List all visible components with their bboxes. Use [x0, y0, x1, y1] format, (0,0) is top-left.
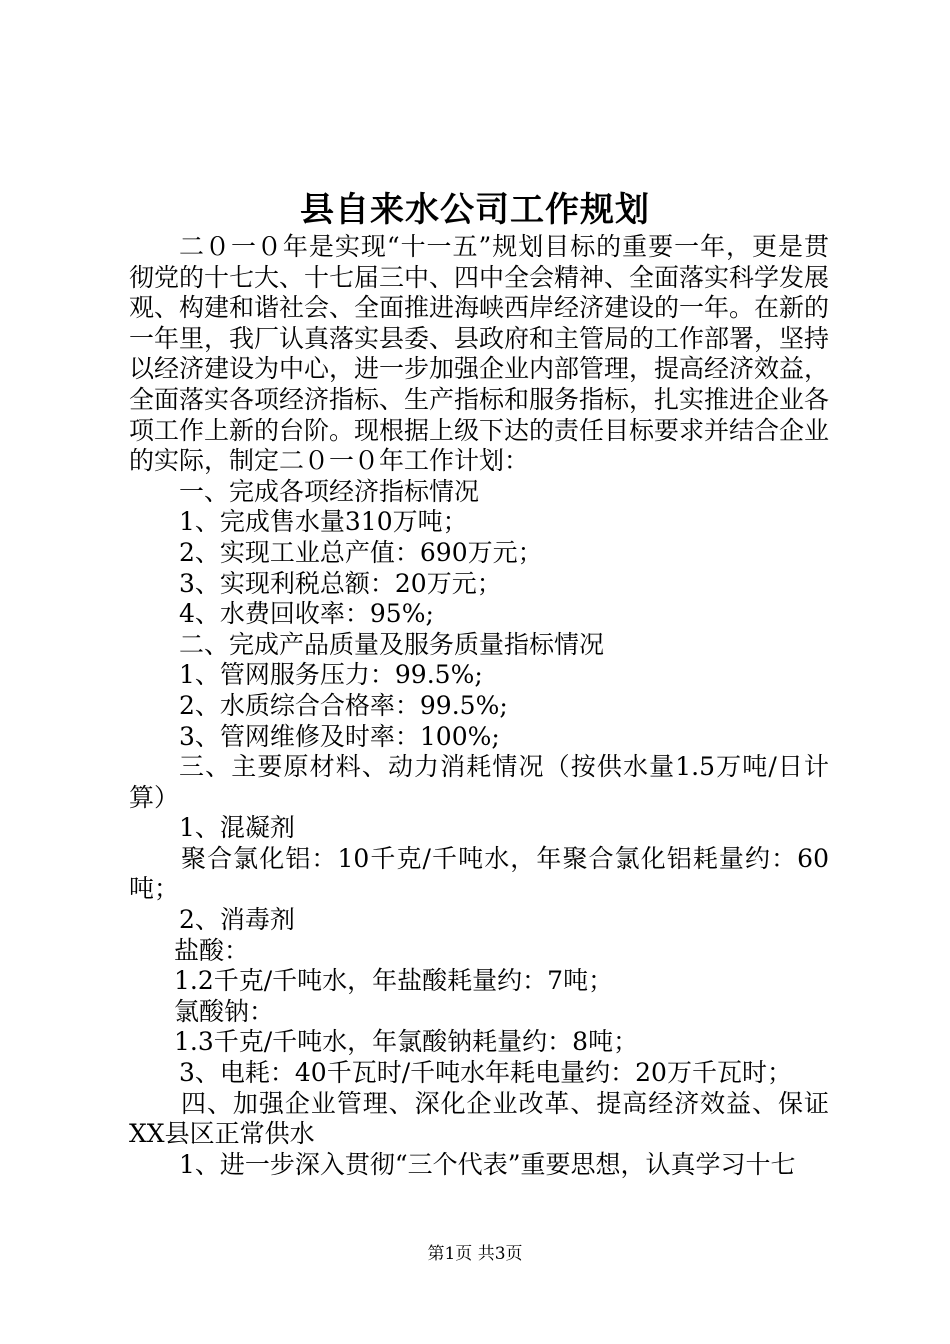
- section-heading-2: 二、完成产品质量及服务质量指标情况: [179, 629, 605, 659]
- list-item: 氯酸钠：: [174, 996, 275, 1026]
- list-item: 1、混凝剂: [179, 813, 295, 843]
- document-title: 县自来水公司工作规划: [300, 190, 650, 230]
- list-item: 3、电耗：40千瓦时/千吨水年耗电量约：20万千瓦时；: [179, 1058, 792, 1088]
- list-item: 聚合氯化铝：10千克/千吨水，年聚合氯化铝耗量约：60吨；: [129, 843, 829, 904]
- list-item: 2、水质综合合格率：99.5%;: [179, 690, 508, 720]
- section-heading-3: 三、主要原材料、动力消耗情况（按供水量1.5万吨/日计算）: [129, 752, 829, 812]
- section-heading-4: 四、加强企业管理、深化企业改革、提高经济效益、保证XX县区正常供水: [129, 1088, 829, 1149]
- section-heading-1: 一、完成各项经济指标情况: [179, 476, 480, 506]
- document-body: [129, 232, 829, 1180]
- list-item: 1.2千克/千吨水，年盐酸耗量约：7吨；: [174, 966, 614, 996]
- intro-paragraph: 二０一０年是实现“十一五”规划目标的重要一年，更是贯彻党的十七大、十七届三中、四中全会精神、全面落实科学发展观、构建和谐社会、全面推进海峡西岸经济建设的一年。在新的一年里，我厂认真落实县委、县政府和主管局的工作部署，坚持以经济建设为中心，进一步加强企业内部管理，提高经济效益，全面落实各项经济指标、生产指标和服务指标，扎实推进企业各项工作上新的台阶。现根据上级下达的责任目标要求并结合企业的实际，制定二０一０年工作计划：: [129, 232, 830, 476]
- list-item: 1、完成售水量310万吨；: [179, 507, 468, 537]
- list-item: 2、实现工业总产值：690万元；: [179, 537, 543, 567]
- list-item: 3、管网维修及时率：100%;: [179, 721, 500, 751]
- list-item: 1.3千克/千吨水，年氯酸钠耗量约：8吨；: [174, 1027, 639, 1057]
- page-footer: 第1页 共3页: [427, 1244, 523, 1264]
- list-item: 盐酸：: [174, 935, 250, 965]
- list-item: 1、管网服务压力：99.5%;: [179, 660, 483, 690]
- list-item: 4、水费回收率：95%;: [179, 599, 434, 629]
- list-item: 1、进一步深入贯彻“三个代表”重要思想，认真学习十七: [179, 1149, 796, 1179]
- list-item: 2、消毒剂: [179, 905, 295, 935]
- list-item: 3、实现利税总额：20万元；: [179, 568, 502, 598]
